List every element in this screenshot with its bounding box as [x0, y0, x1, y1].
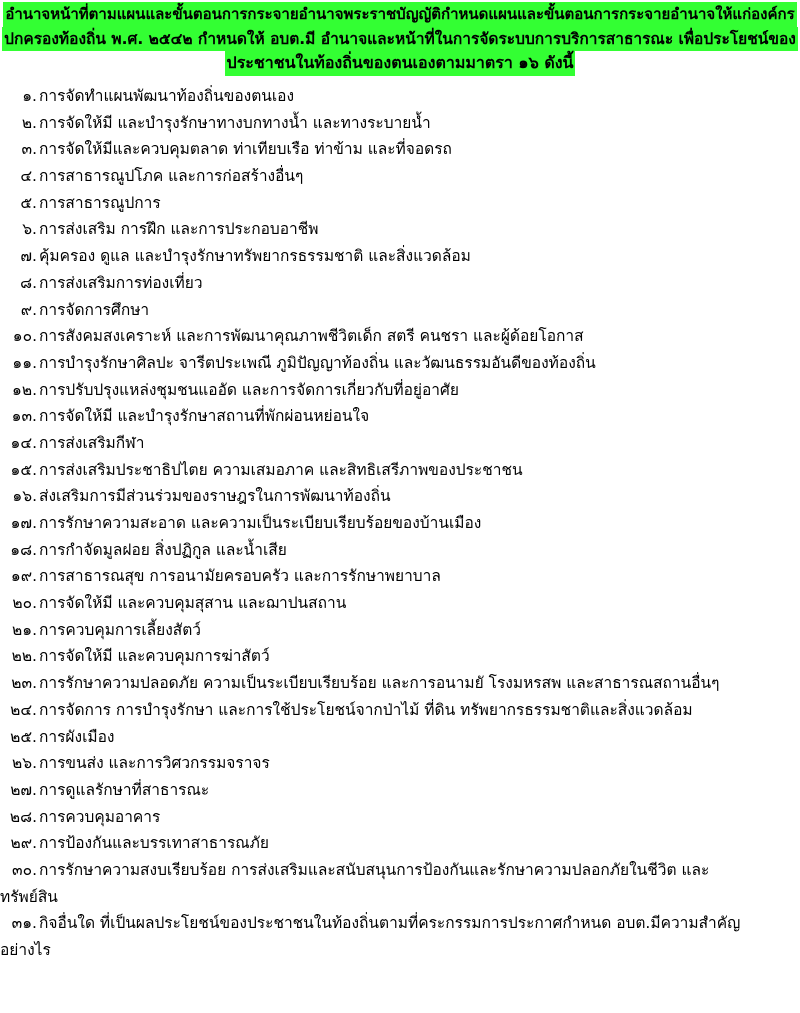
- list-item: [0, 297, 800, 324]
- list-item-text: การบำรุงรักษาศิลปะ จารีตประเพณี ภูมิปัญญาท้องถิ่น และวัฒนธรรมอันดีของท้องถิ่น: [39, 353, 596, 372]
- list-item-number: ๙.: [20, 300, 37, 319]
- list-item-number: ๒๔.: [10, 700, 37, 719]
- list-item-text: การรักษาความสงบเรียบร้อย การส่งเสริมและสนับสนุนการป้องกันและรักษาความปลอกภัยในชีวิต และ: [39, 860, 710, 879]
- list-item-text: การจัดทำแผนพัฒนาท้องถิ่นของตนเอง: [39, 87, 295, 105]
- list-item-text: การจัดให้มีและควบคุมตลาด ท่าเทียบเรือ ท่าข้าม และที่จอดรถ: [39, 140, 452, 159]
- list-item-text: การส่งเสริม การฝึก และการประกอบอาชีพ: [39, 220, 319, 239]
- list-item: [0, 163, 800, 190]
- list-item-text: การสาธารณสุข การอนามัยครอบครัว และการรักษาพยาบาล: [39, 567, 441, 586]
- list-item-text: การจัดการศึกษา: [39, 300, 150, 319]
- list-item-text: การปรับปรุงแหล่งชุมชนแออัด และการจัดการเกี่ยวกับที่อยู่อาศัย: [39, 380, 459, 399]
- list-item: [0, 697, 800, 724]
- list-item: [0, 670, 800, 697]
- list-item: [0, 510, 800, 537]
- list-item-text: การควบคุมอาคาร: [39, 807, 161, 826]
- list-item-number: ๒๙.: [10, 834, 37, 853]
- document-heading: [0, 0, 800, 76]
- list-item: [0, 83, 800, 110]
- list-item: [0, 830, 800, 857]
- list-item-text: การรักษาความปลอดภัย ความเป็นระเบียบเรียบร้อย และการอนามยั โรงมหรสพ และสาธารณสถานอื่นๆ: [39, 674, 720, 693]
- list-item-text: การจัดให้มี และควบคุมสุสาน และฌาปนสถาน: [39, 594, 347, 613]
- list-item-text: การจัดการ การบำรุงรักษา และการใช้ประโยชน์จากป่าไม้ ที่ดิน ทรัพยากรธรรมชาติและสิ่งแวดล้อม: [39, 700, 693, 719]
- list-item-text: การกำจัดมูลฝอย สิ่งปฏิกูล และน้ำเสีย: [39, 540, 287, 559]
- list-item-number: ๖.: [22, 220, 37, 239]
- list-item-number: ๑๗.: [10, 514, 37, 532]
- list-item-number: ๑๑.: [12, 353, 37, 372]
- list-item: [0, 750, 800, 777]
- list-item-number: ๑๔.: [10, 433, 37, 452]
- list-item-continuation: อย่างไร: [0, 941, 51, 960]
- list-item-number: ๑๕.: [10, 460, 37, 479]
- list-item-text: การป้องกันและบรรเทาสาธารณภัย: [39, 834, 269, 853]
- list-item-text: กิจอื่นใด ที่เป็นผลประโยชน์ของประชาชนในท้องถิ่นตามที่คระกรรมการประกาศกำหนด อบต.มีความสำคัญ: [39, 914, 741, 933]
- list-item: [0, 617, 800, 644]
- list-item: [0, 483, 800, 510]
- list-item-number: ๑๘.: [10, 540, 37, 559]
- list-item: [0, 323, 800, 350]
- list-item-number: ๓๐.: [12, 860, 37, 879]
- list-item-text: การส่งเสริมประชาธิปไตย ความเสมอภาค และสิทธิเสรีภาพของประชาชน: [39, 460, 523, 479]
- list-item: [0, 110, 800, 137]
- list-item-number: ๒๒.: [11, 647, 37, 666]
- list-item-number: ๘.: [20, 273, 37, 292]
- list-item: [0, 857, 800, 910]
- list-item: [0, 243, 800, 270]
- list-item: [0, 190, 800, 217]
- list-item-number: ๒๖.: [12, 754, 37, 773]
- list-item: [0, 457, 800, 484]
- list-item-number: ๑๙.: [10, 567, 37, 586]
- list-item-text: การส่งเสริมการท่องเที่ยว: [39, 273, 203, 292]
- list-item: [0, 537, 800, 564]
- list-item-number: ๒๑.: [12, 620, 37, 639]
- list-item-text: การสังคมสงเคราะห์ และการพัฒนาคุณภาพชีวิตเด็ก สตรี คนชรา และผู้ด้อยโอกาส: [39, 327, 584, 346]
- list-item-number: ๒๘.: [9, 807, 37, 826]
- list-item-number: ๓.: [21, 140, 37, 159]
- list-item-number: ๒.: [21, 113, 37, 132]
- list-item-text: การดูแลรักษาที่สาธารณะ: [39, 780, 210, 799]
- list-item-text: การจัดให้มี และควบคุมการฆ่าสัตว์: [39, 647, 270, 666]
- list-item: [0, 350, 800, 377]
- list-item: [0, 643, 800, 670]
- list-item-number: ๗.: [20, 247, 37, 266]
- list-item-number: ๕.: [20, 193, 37, 212]
- list-item-number: ๔.: [20, 167, 37, 186]
- list-item: [0, 403, 800, 430]
- list-item-number: ๒๓.: [11, 674, 37, 693]
- list-item: [0, 430, 800, 457]
- list-item-text: การสาธารณูปการ: [39, 193, 161, 212]
- list-item: [0, 777, 800, 804]
- list-item-text: การสาธารณูปโภค และการก่อสร้างอื่นๆ: [39, 167, 304, 186]
- list-item-text: ส่งเสริมการมีส่วนร่วมของราษฎรในการพัฒนาท้องถิ่น: [39, 487, 391, 506]
- list-item-number: ๑.: [22, 87, 37, 105]
- list-item: [0, 136, 800, 163]
- list-item-text: การส่งเสริมกีฬา: [39, 433, 145, 452]
- list-item-text: การจัดให้มี และบำรุงรักษาสถานที่พักผ่อนหย่อนใจ: [39, 407, 370, 426]
- heading-line-3: ประชาชนในท้องถิ่นของตนเองตามมาตรา ๑๖ ดังนี้: [225, 51, 576, 76]
- list-item: [0, 910, 800, 963]
- list-item-number: ๑๖.: [12, 487, 37, 506]
- list-item: [0, 563, 800, 590]
- list-item-number: ๒๕.: [10, 727, 37, 746]
- list-item: [0, 377, 800, 404]
- list-item: [0, 270, 800, 297]
- list-item: [0, 804, 800, 831]
- heading-line-2: ปกครองท้องถิ่น พ.ศ. ๒๕๔๒ กำหนดให้ อบต.มี อำนาจและหน้าที่ในการจัดระบบการบริการสาธารณะ เพื่อประโยชน์ของ: [2, 27, 798, 52]
- heading-line-1: อำนาจหน้าที่ตามแผนและขั้นตอนการกระจายอำนาจพระราชบัญญัติกำหนดแผนและขั้นตอนการกระจายอำนาจให้แก่องค์กร: [3, 2, 796, 27]
- list-item: [0, 590, 800, 617]
- authority-list: [0, 83, 800, 964]
- list-item-continuation: ทรัพย์สิน: [0, 887, 58, 906]
- list-item: [0, 724, 800, 751]
- list-item-number: ๑๒.: [12, 380, 37, 399]
- list-item-number: ๒๗.: [10, 780, 37, 799]
- list-item-text: คุ้มครอง ดูแล และบำรุงรักษาทรัพยากรธรรมชาติ และสิ่งแวดล้อม: [39, 247, 471, 266]
- list-item-number: ๒๐.: [12, 594, 37, 613]
- list-item: [0, 216, 800, 243]
- list-item-number: ๑๐.: [12, 327, 37, 346]
- list-item-number: ๑๓.: [11, 407, 37, 426]
- list-item-text: การผังเมือง: [39, 727, 115, 746]
- list-item-text: การจัดให้มี และบำรุงรักษาทางบกทางน้ำ และทางระบายน้ำ: [39, 113, 431, 132]
- list-item-number: ๓๑.: [11, 914, 37, 933]
- list-item-text: การควบคุมการเลี้ยงสัตว์: [39, 620, 202, 639]
- list-item-text: การขนส่ง และการวิศวกรรมจราจร: [39, 754, 270, 773]
- list-item-text: การรักษาความสะอาด และความเป็นระเบียบเรียบร้อยของบ้านเมือง: [39, 514, 482, 532]
